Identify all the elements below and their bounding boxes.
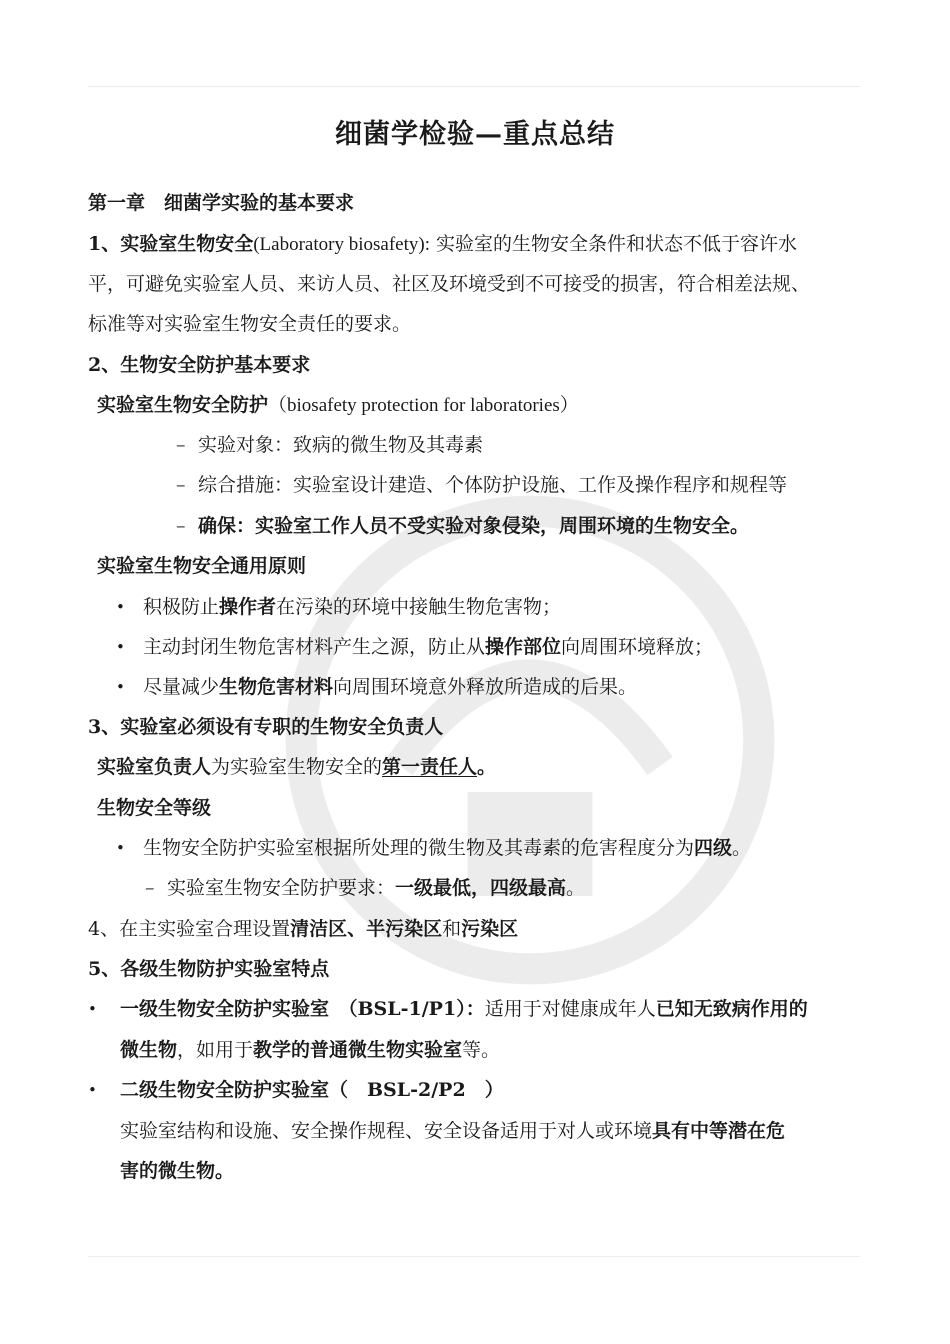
principle-1: 积极防止操作者在污染的环境中接触生物危害物；	[143, 596, 562, 618]
bullet-icon: •	[116, 839, 125, 857]
bullet-icon: •	[88, 1081, 97, 1099]
s2-dash-item-2: – 综合措施：实验室设计建造、个体防护设施、工作及操作程序和规程等	[176, 474, 788, 496]
s3-heading: 3、实验室必须设有专职的生物安全负责人	[88, 716, 444, 738]
bsl1-line-2: 微生物，如用于教学的普通微生物实验室等。	[120, 1039, 501, 1061]
bullet-icon: •	[88, 1000, 97, 1018]
bullet-icon: •	[116, 598, 125, 616]
bullet-icon: •	[116, 678, 125, 696]
s4-line: 4、在主实验室合理设置清洁区、半污染区和污染区	[88, 918, 519, 940]
s2-dash-item-3: – 确保：实验室工作人员不受实验对象侵染，周围环境的生物安全。	[176, 515, 750, 537]
s2-heading: 2、生物安全防护基本要求	[88, 354, 311, 376]
principles-title: 实验室生物安全通用原则	[97, 555, 307, 577]
s3-responsible: 实验室负责人为实验室生物安全的第一责任人。	[97, 756, 497, 778]
bullet-icon: •	[116, 638, 125, 656]
s2-dash-item-1: – 实验对象：致病的微生物及其毒素	[176, 434, 484, 456]
bsl2-heading: 二级生物安全防护实验室（ BSL-2/P2 ）	[120, 1079, 504, 1101]
s5-heading: 5、各级生物防护实验室特点	[88, 958, 330, 980]
page-title: 细菌学检验—重点总结	[335, 119, 615, 150]
s2-subtitle: 实验室生物安全防护（biosafety protection for laboratories）	[97, 394, 579, 416]
bsl2-line-1: 实验室结构和设施、安全操作规程、安全设备适用于对人或环境具有中等潜在危	[120, 1120, 786, 1142]
bsl2-line-2: 害的微生物。	[120, 1160, 235, 1182]
level-bullet: 生物安全防护实验室根据所处理的微生物及其毒素的危害程度分为四级。	[143, 837, 752, 859]
principle-2: 主动封闭生物危害材料产生之源，防止从操作部位向周围环境释放；	[143, 636, 714, 658]
chapter-heading: 第一章 细菌学实验的基本要求	[88, 192, 355, 214]
level-dash-item: – 实验室生物安全防护要求：一级最低，四级最高。	[145, 877, 586, 899]
footer-rule	[88, 1256, 860, 1257]
level-title: 生物安全等级	[97, 797, 212, 819]
principle-3: 尽量减少生物危害材料向周围环境意外释放所造成的后果。	[143, 676, 638, 698]
s1-line-3: 标准等对实验室生物安全责任的要求。	[88, 313, 412, 335]
header-rule	[88, 86, 860, 87]
s1-line-1: 1、实验室生物安全(Laboratory biosafety): 实验室的生物安全条件和状态不低于容许水	[88, 233, 798, 255]
s1-line-2: 平，可避免实验室人员、来访人员、社区及环境受到不可接受的损害，符合相差法规、	[88, 273, 811, 295]
bsl1-line-1: 一级生物安全防护实验室 （BSL-1/P1）：适用于对健康成年人已知无致病作用的	[120, 998, 808, 1020]
